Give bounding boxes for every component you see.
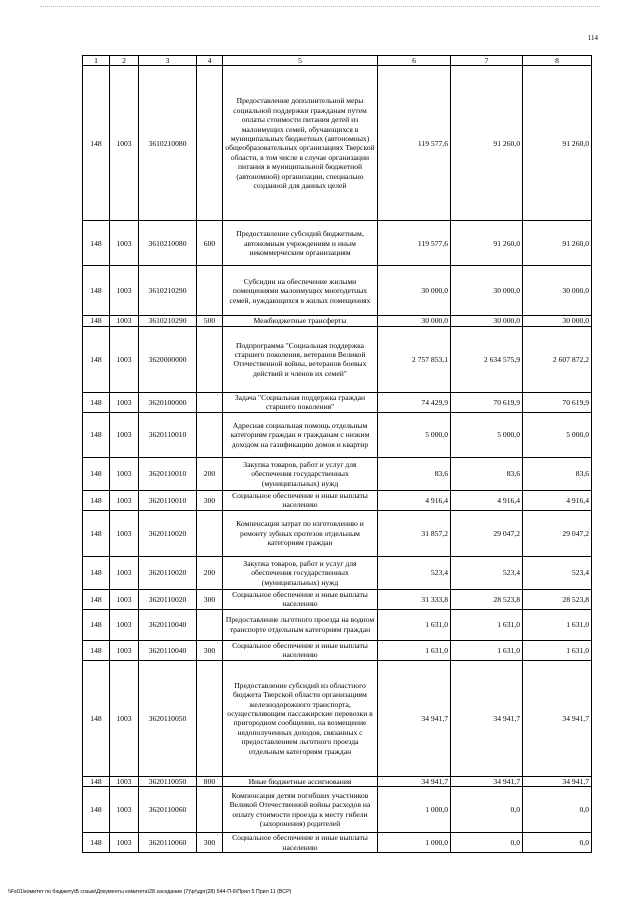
cell-col1: 148: [83, 776, 110, 786]
cell-col2: 1003: [110, 412, 139, 457]
cell-description: Закупка товаров, работ и услуг для обеспечения государственных (муниципальных) нужд: [223, 556, 378, 589]
cell-value-col8: 2 607 872,2: [523, 326, 592, 392]
cell-col4: 600: [197, 221, 223, 266]
cell-description: Подпрограмма "Социальная поддержка старшего поколения, ветеранов Великой Отечественной войны, ветеранов боевых действий и членов их семей": [223, 326, 378, 392]
cell-value-col6: 5 000,0: [378, 412, 451, 457]
cell-col3: 3620110010: [139, 457, 197, 490]
cell-value-col7: 34 941,7: [451, 776, 523, 786]
cell-col2: 1003: [110, 776, 139, 786]
col-header-5: 5: [223, 56, 378, 66]
cell-col1: 148: [83, 660, 110, 776]
cell-col2: 1003: [110, 556, 139, 589]
cell-col1: 148: [83, 510, 110, 556]
cell-col1: 148: [83, 833, 110, 853]
cell-col1: 148: [83, 221, 110, 266]
cell-col2: 1003: [110, 787, 139, 833]
cell-value-col6: 74 429,9: [378, 392, 451, 412]
cell-value-col8: 0,0: [523, 833, 592, 853]
cell-value-col6: 119 577,6: [378, 221, 451, 266]
table-row: [83, 457, 592, 490]
table-row: [83, 776, 592, 786]
cell-description: Предоставление льготного проезда на водном транспорте отдельным категориям граждан: [223, 609, 378, 640]
cell-col1: 148: [83, 316, 110, 326]
col-header-8: 8: [523, 56, 592, 66]
cell-value-col6: 1 631,0: [378, 609, 451, 640]
cell-value-col7: 1 631,0: [451, 640, 523, 660]
cell-col3: 3620110020: [139, 556, 197, 589]
cell-col3: 3620110050: [139, 776, 197, 786]
cell-col4: [197, 787, 223, 833]
page-number: 114: [587, 34, 598, 42]
cell-value-col8: 1 631,0: [523, 609, 592, 640]
cell-col3: 3610210080: [139, 66, 197, 221]
table-row: [83, 392, 592, 412]
cell-col4: 200: [197, 457, 223, 490]
cell-value-col6: 1 631,0: [378, 640, 451, 660]
cell-value-col6: 34 941,7: [378, 776, 451, 786]
cell-col4: 500: [197, 316, 223, 326]
cell-value-col7: 91 260,0: [451, 66, 523, 221]
col-header-4: 4: [197, 56, 223, 66]
cell-value-col7: 30 000,0: [451, 266, 523, 316]
cell-col2: 1003: [110, 66, 139, 221]
cell-col3: 3620100000: [139, 392, 197, 412]
cell-value-col6: 523,4: [378, 556, 451, 589]
cell-description: Задача "Социальная поддержка граждан старшего поколения": [223, 392, 378, 412]
cell-value-col7: 28 523,8: [451, 589, 523, 609]
table-row: [83, 589, 592, 609]
table-row: [83, 221, 592, 266]
cell-col4: [197, 510, 223, 556]
cell-col4: [197, 412, 223, 457]
cell-value-col7: 91 260,0: [451, 221, 523, 266]
cell-description: Компенсация затрат по изготовлению и ремонту зубных протезов отдельным категориям граждан: [223, 510, 378, 556]
cell-col2: 1003: [110, 660, 139, 776]
cell-col4: [197, 392, 223, 412]
cell-col2: 1003: [110, 589, 139, 609]
cell-description: Компенсация детям погибших участников Великой Отечественной войны расходов на оплату стоимости проезда к месту гибели (захоронения) родителей: [223, 787, 378, 833]
table-row: [83, 412, 592, 457]
cell-value-col6: 31 333,8: [378, 589, 451, 609]
cell-value-col7: 4 916,4: [451, 490, 523, 510]
col-header-7: 7: [451, 56, 523, 66]
cell-description: Предоставление дополнительной меры социальной поддержки гражданам путем оплаты стоимости питания детей из малоимущих семей, обучающихся в муниципальных бюджетных (автономных) общеобразовательных организациях Тверской области, в том числе в случае организации питания в муниципальной бюджетной (автономной) организации, специально созданной для данных целей: [223, 66, 378, 221]
cell-col4: 200: [197, 556, 223, 589]
cell-col4: [197, 326, 223, 392]
cell-value-col8: 5 000,0: [523, 412, 592, 457]
cell-col3: 3620110020: [139, 589, 197, 609]
cell-description: Социальное обеспечение и иные выплаты населению: [223, 640, 378, 660]
cell-col2: 1003: [110, 510, 139, 556]
cell-col2: 1003: [110, 266, 139, 316]
cell-value-col8: 30 000,0: [523, 316, 592, 326]
table-row: [83, 266, 592, 316]
table-row: [83, 640, 592, 660]
cell-value-col6: 83,6: [378, 457, 451, 490]
table-header-row: [83, 56, 592, 66]
cell-col1: 148: [83, 556, 110, 589]
cell-col2: 1003: [110, 392, 139, 412]
cell-col1: 148: [83, 609, 110, 640]
cell-description: Предоставление субсидий бюджетным, автономным учреждениям и иным некоммерческим организациям: [223, 221, 378, 266]
cell-col3: 3610210080: [139, 221, 197, 266]
cell-col3: 3620110040: [139, 640, 197, 660]
cell-col3: 3620110050: [139, 660, 197, 776]
cell-value-col7: 5 000,0: [451, 412, 523, 457]
footer-file-path: \\Fs01\комитет по бюджету\В созыв\Документы комитета\28 заседание (7)\pr\дрг(28) 544-П-6\Прил 5 Прил 11 (ВСР): [8, 889, 292, 895]
cell-value-col8: 91 260,0: [523, 66, 592, 221]
cell-value-col6: 4 916,4: [378, 490, 451, 510]
cell-description: Межбюджетные трансферты: [223, 316, 378, 326]
cell-col3: 3620110060: [139, 833, 197, 853]
cell-value-col8: 1 631,0: [523, 640, 592, 660]
cell-value-col7: 0,0: [451, 787, 523, 833]
col-header-6: 6: [378, 56, 451, 66]
cell-value-col8: 83,6: [523, 457, 592, 490]
cell-value-col8: 91 260,0: [523, 221, 592, 266]
cell-col4: [197, 266, 223, 316]
cell-col1: 148: [83, 640, 110, 660]
cell-col1: 148: [83, 392, 110, 412]
cell-value-col6: 1 000,0: [378, 787, 451, 833]
cell-value-col6: 2 757 853,1: [378, 326, 451, 392]
cell-col2: 1003: [110, 326, 139, 392]
budget-table: [82, 55, 592, 853]
cell-description: Предоставление субсидий из областного бюджета Тверской области организациям железнодорожного транспорта, осуществляющим пассажирские перевозки в пригородном сообщении, на возмещение недополученных доходов, связанных с предоставлением льготного проезда отдельным категориям граждан: [223, 660, 378, 776]
cell-col1: 148: [83, 787, 110, 833]
cell-col4: 300: [197, 833, 223, 853]
table-row: [83, 609, 592, 640]
table-row: [83, 510, 592, 556]
cell-value-col7: 2 634 575,9: [451, 326, 523, 392]
cell-col1: 148: [83, 490, 110, 510]
cell-col4: [197, 609, 223, 640]
cell-col2: 1003: [110, 833, 139, 853]
table-row: [83, 833, 592, 853]
cell-col2: 1003: [110, 609, 139, 640]
cell-description: Социальное обеспечение и иные выплаты населению: [223, 589, 378, 609]
cell-col4: [197, 660, 223, 776]
cell-value-col8: 0,0: [523, 787, 592, 833]
cell-value-col8: 70 619,9: [523, 392, 592, 412]
table-row: [83, 660, 592, 776]
cell-col2: 1003: [110, 457, 139, 490]
table-row: [83, 787, 592, 833]
cell-col3: 3620110010: [139, 490, 197, 510]
cell-col3: 3620110010: [139, 412, 197, 457]
cell-description: Иные бюджетные ассигнования: [223, 776, 378, 786]
table-row: [83, 490, 592, 510]
cell-col2: 1003: [110, 316, 139, 326]
cell-col4: 800: [197, 776, 223, 786]
cell-value-col6: 30 000,0: [378, 316, 451, 326]
cell-col3: 3610210290: [139, 266, 197, 316]
cell-col3: 3620110060: [139, 787, 197, 833]
top-scan-line: [40, 6, 600, 7]
cell-col2: 1003: [110, 490, 139, 510]
col-header-1: 1: [83, 56, 110, 66]
cell-value-col7: 1 631,0: [451, 609, 523, 640]
cell-value-col6: 30 000,0: [378, 266, 451, 316]
cell-value-col8: 29 047,2: [523, 510, 592, 556]
cell-value-col7: 523,4: [451, 556, 523, 589]
cell-value-col6: 119 577,6: [378, 66, 451, 221]
cell-col2: 1003: [110, 221, 139, 266]
cell-value-col8: 4 916,4: [523, 490, 592, 510]
cell-value-col6: 1 000,0: [378, 833, 451, 853]
cell-col3: 3620110040: [139, 609, 197, 640]
col-header-3: 3: [139, 56, 197, 66]
cell-col1: 148: [83, 457, 110, 490]
cell-col1: 148: [83, 326, 110, 392]
cell-description: Социальное обеспечение и иные выплаты населению: [223, 833, 378, 853]
cell-col2: 1003: [110, 640, 139, 660]
cell-col1: 148: [83, 66, 110, 221]
cell-value-col7: 0,0: [451, 833, 523, 853]
cell-value-col7: 83,6: [451, 457, 523, 490]
cell-col4: [197, 66, 223, 221]
cell-value-col8: 30 000,0: [523, 266, 592, 316]
cell-description: Социальное обеспечение и иные выплаты населению: [223, 490, 378, 510]
cell-col1: 148: [83, 266, 110, 316]
cell-description: Адресная социальная помощь отдельным категориям граждан и гражданам с низким доходом на газификацию домов и квартир: [223, 412, 378, 457]
table-row: [83, 326, 592, 392]
cell-col1: 148: [83, 412, 110, 457]
cell-value-col7: 70 619,9: [451, 392, 523, 412]
cell-value-col8: 28 523,8: [523, 589, 592, 609]
cell-col4: 300: [197, 589, 223, 609]
col-header-2: 2: [110, 56, 139, 66]
cell-value-col6: 31 857,2: [378, 510, 451, 556]
cell-value-col7: 30 000,0: [451, 316, 523, 326]
cell-value-col7: 29 047,2: [451, 510, 523, 556]
cell-col4: 300: [197, 490, 223, 510]
table-row: [83, 556, 592, 589]
cell-col4: 300: [197, 640, 223, 660]
cell-value-col8: 523,4: [523, 556, 592, 589]
cell-col1: 148: [83, 589, 110, 609]
cell-col3: 3620110020: [139, 510, 197, 556]
table-row: [83, 66, 592, 221]
cell-value-col7: 34 941,7: [451, 660, 523, 776]
cell-value-col8: 34 941,7: [523, 660, 592, 776]
table-row: [83, 316, 592, 326]
cell-description: Закупка товаров, работ и услуг для обеспечения государственных (муниципальных) нужд: [223, 457, 378, 490]
cell-description: Субсидии на обеспечение жилыми помещениями малоимущих многодетных семей, нуждающихся в жилых помещениях: [223, 266, 378, 316]
cell-value-col6: 34 941,7: [378, 660, 451, 776]
cell-value-col8: 34 941,7: [523, 776, 592, 786]
cell-col3: 3620000000: [139, 326, 197, 392]
cell-col3: 3610210290: [139, 316, 197, 326]
